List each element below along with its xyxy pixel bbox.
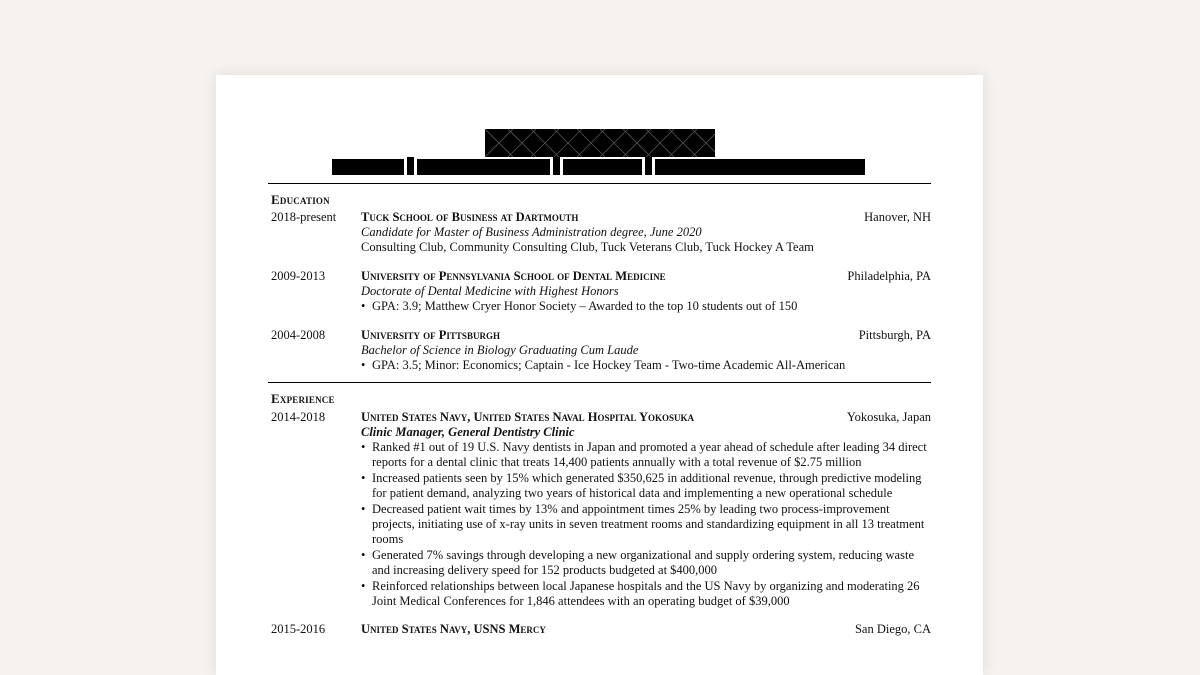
experience-heading: Experience	[271, 391, 335, 406]
entry-location: Yokosuka, Japan	[846, 410, 931, 424]
redaction-bar	[563, 159, 642, 175]
experience-bullet: • Ranked #1 out of 19 U.S. Navy dentists in Japan and promoted a year ahead of schedule after leading 34 direct reports for a dental clinic that treats 14,400 patients annually with a total revenue of $2.75 million	[361, 440, 931, 470]
section-rule	[268, 183, 931, 184]
education-bullet: • GPA: 3.5; Minor: Economics; Captain - Ice Hockey Team - Two-time Academic All-American	[361, 358, 931, 373]
education-heading: Education	[271, 192, 330, 207]
redacted-name	[485, 129, 715, 157]
job-title: Clinic Manager, General Dentistry Clinic	[361, 425, 575, 439]
entry-location: Hanover, NH	[864, 210, 931, 224]
institution-name: Tuck School of Business at Dartmouth	[361, 210, 579, 224]
entry-location: Pittsburgh, PA	[858, 328, 931, 342]
experience-entry	[271, 410, 931, 610]
experience-entry	[271, 622, 931, 642]
experience-bullet: • Increased patients seen by 15% which generated $350,625 in additional revenue, through predictive modeling for patient demand, analyzing two years of historical data and implementing a new operational schedule	[361, 471, 931, 501]
degree-line: Candidate for Master of Business Administration degree, June 2020	[361, 225, 702, 239]
redaction-bar	[645, 157, 652, 175]
employer-name: United States Navy, USNS Mercy	[361, 622, 546, 636]
education-entry	[271, 210, 931, 255]
education-entry	[271, 269, 931, 314]
resume-page	[216, 75, 983, 675]
entry-date: 2004-2008	[271, 328, 326, 342]
redaction-bar	[553, 157, 560, 175]
redaction-bar	[332, 159, 404, 175]
entry-date: 2009-2013	[271, 269, 326, 283]
education-bullet: • GPA: 3.9; Matthew Cryer Honor Society – Awarded to the top 10 students out of 150	[361, 299, 931, 314]
employer-name: United States Navy, United States Naval Hospital Yokosuka	[361, 410, 695, 424]
entry-date: 2015-2016	[271, 622, 326, 636]
redaction-bar	[407, 157, 414, 175]
education-entry	[271, 328, 931, 373]
institution-name: University of Pennsylvania School of Dental Medicine	[361, 269, 666, 283]
experience-bullet: • Reinforced relationships between local Japanese hospitals and the US Navy by organizing and moderating 26 Joint Medical Conferences for 1,846 attendees with an operating budget of $39,000	[361, 579, 931, 609]
entry-date: 2014-2018	[271, 410, 326, 424]
redaction-bar	[655, 159, 865, 175]
entry-date: 2018-present	[271, 210, 337, 224]
redaction-bar	[417, 159, 550, 175]
institution-name: University of Pittsburgh	[361, 328, 500, 342]
entry-location: Philadelphia, PA	[847, 269, 931, 283]
experience-bullet: • Decreased patient wait times by 13% and appointment times 25% by leading two process-improvement projects, initiating use of x-ray units in seven treatment rooms and standardizing equipment in all 13 treatment rooms	[361, 502, 931, 547]
entry-location: San Diego, CA	[854, 622, 931, 636]
section-rule	[268, 382, 931, 383]
activities-line: Consulting Club, Community Consulting Club, Tuck Veterans Club, Tuck Hockey A Team	[361, 240, 814, 254]
experience-bullet: • Generated 7% savings through developing a new organizational and supply ordering system, reducing waste and increasing delivery speed for 152 products budgeted at $400,000	[361, 548, 931, 578]
redaction-pattern	[485, 129, 715, 157]
degree-line: Doctorate of Dental Medicine with Highest Honors	[361, 284, 619, 298]
degree-line: Bachelor of Science in Biology Graduating Cum Laude	[361, 343, 639, 357]
